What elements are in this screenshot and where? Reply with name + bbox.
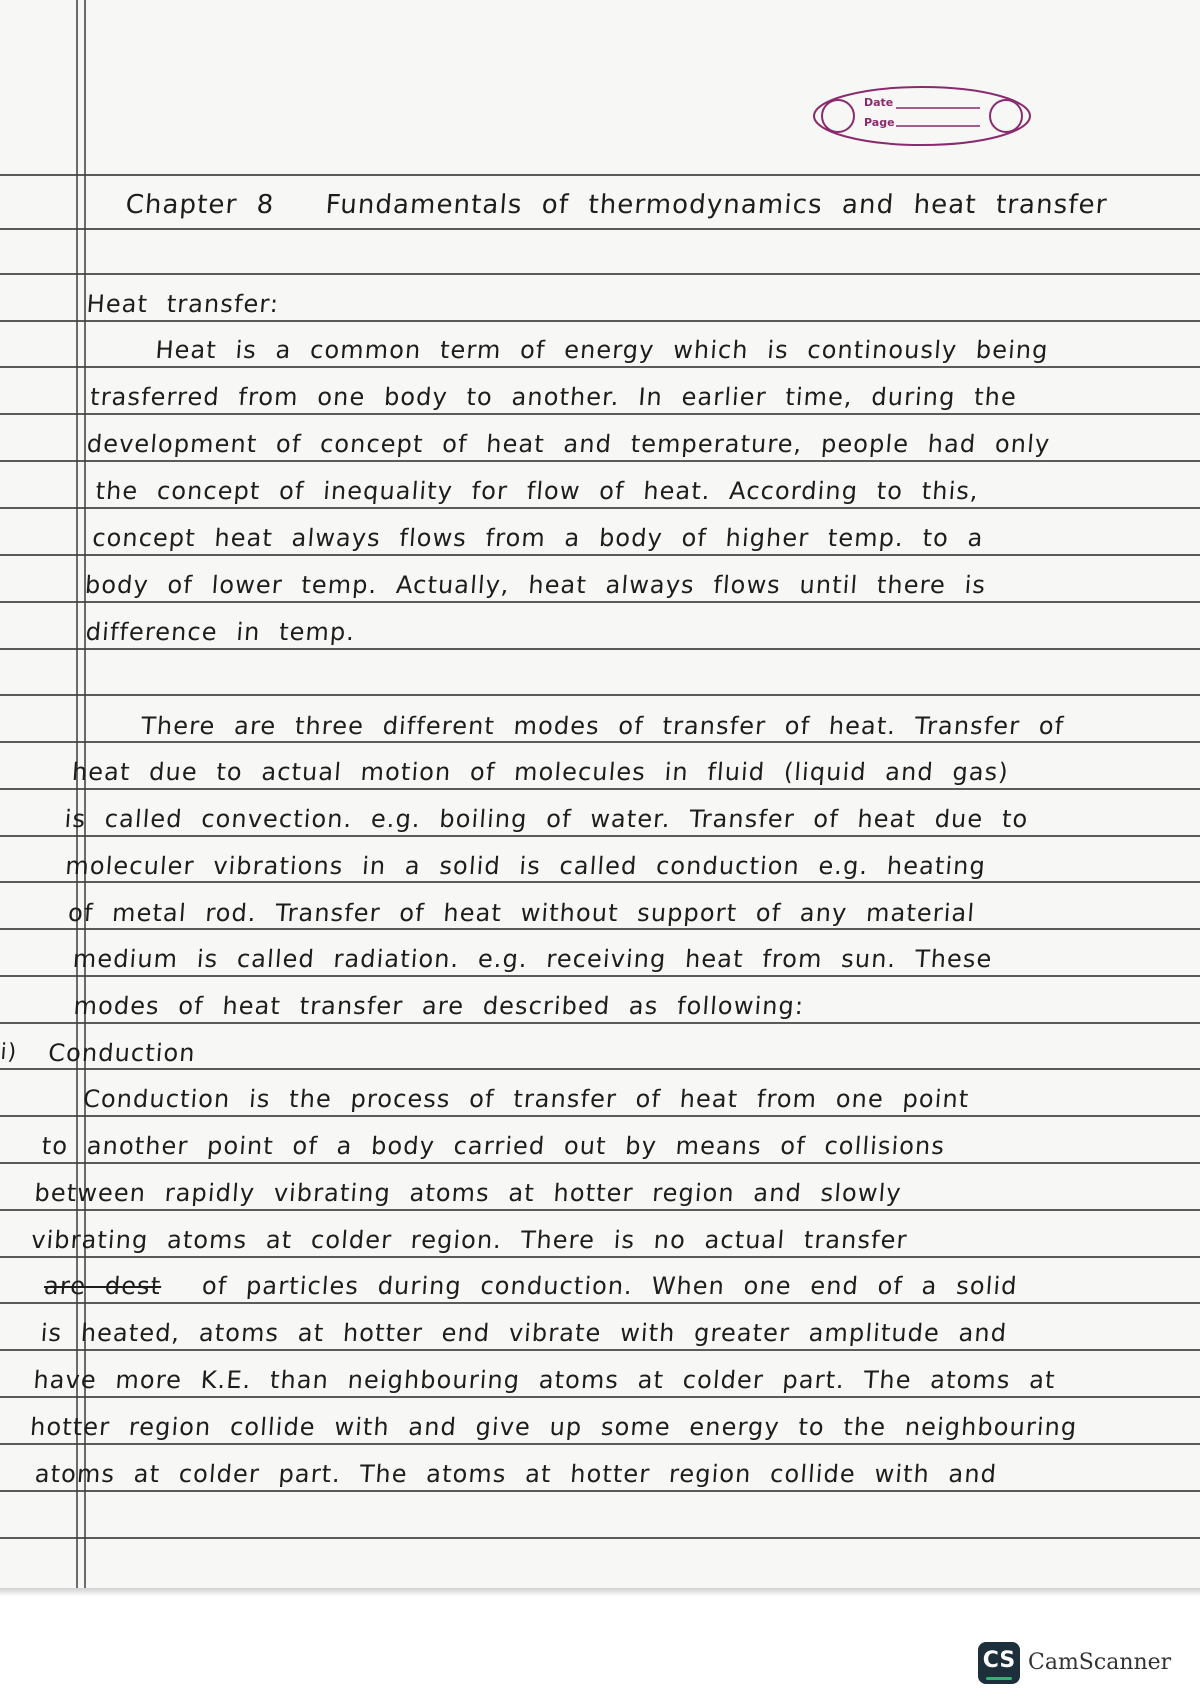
chapter-title: Fundamentals of thermodynamics and heat transfer — [324, 190, 1109, 220]
camscanner-logo-icon — [978, 1642, 1020, 1684]
paragraph-line: difference in temp. — [84, 618, 357, 646]
paragraph-line: have more K.E. than neighbouring atoms at colder part. The atoms at — [32, 1366, 1057, 1394]
chapter-number: Chapter 8 — [124, 190, 276, 220]
paragraph-line: of metal rod. Transfer of heat without support of any material — [67, 899, 977, 927]
paragraph-line: body of lower temp. Actually, heat always flows until there is — [84, 571, 988, 599]
paragraph-line: development of concept of heat and temperature, people had only — [85, 430, 1052, 458]
paragraph-line: heat due to actual motion of molecules in fluid (liquid and gas) — [71, 758, 1010, 786]
page-edge-shadow — [0, 1588, 1200, 1596]
paragraph-line: There are three different modes of transfer of heat. Transfer of — [140, 712, 1066, 740]
paragraph-line: atoms at colder part. The atoms at hotter region collide with and — [33, 1460, 999, 1488]
camscanner-badge-text: CS — [982, 1648, 1016, 1673]
margin-line-outer — [76, 0, 78, 1590]
subsection-title: Conduction — [47, 1039, 197, 1067]
paragraph-line: is called convection. e.g. boiling of water. Transfer of heat due to — [63, 805, 1030, 833]
camscanner-app-name: CamScanner — [1028, 1650, 1172, 1675]
paragraph-line: between rapidly vibrating atoms at hotter region and slowly — [33, 1179, 903, 1207]
paragraph-line: to another point of a body carried out by means of collisions — [40, 1132, 946, 1160]
subsection-number: i) — [0, 1040, 19, 1065]
paragraph-line: concept heat always flows from a body of higher temp. to a — [91, 524, 985, 552]
paragraph-line: trasferred from one body to another. In earlier time, during the — [89, 383, 1018, 411]
paragraph-line: the concept of inequality for flow of heat. According to this, — [94, 477, 980, 505]
paragraph-line: medium is called radiation. e.g. receiving heat from sun. These — [71, 945, 994, 973]
paragraph-line: Heat is a common term of energy which is continously being — [154, 336, 1050, 364]
stamp-page-label: Page — [864, 116, 895, 129]
paragraph-line: is heated, atoms at hotter end vibrate with greater amplitude and — [39, 1319, 1009, 1347]
paragraph-line: Conduction is the process of transfer of heat from one point — [82, 1085, 971, 1113]
paragraph-line: modes of heat transfer are described as following: — [72, 992, 806, 1020]
date-page-stamp — [808, 82, 1036, 150]
struck-out-words: are dest — [43, 1272, 163, 1300]
paragraph-line: of particles during conduction. When one end of a solid — [201, 1272, 1019, 1300]
paragraph-line: hotter region collide with and give up some energy to the neighbouring — [29, 1413, 1079, 1441]
margin-line-inner — [84, 0, 86, 1590]
section-heading: Heat transfer: — [85, 290, 281, 318]
paragraph-line: moleculer vibrations in a solid is called conduction e.g. heating — [64, 852, 987, 880]
stamp-date-label: Date — [864, 96, 894, 109]
paragraph-line: vibrating atoms at colder region. There is no actual transfer — [30, 1226, 909, 1254]
camscanner-watermark — [978, 1640, 1178, 1688]
stamp-frame-icon — [808, 82, 1036, 150]
